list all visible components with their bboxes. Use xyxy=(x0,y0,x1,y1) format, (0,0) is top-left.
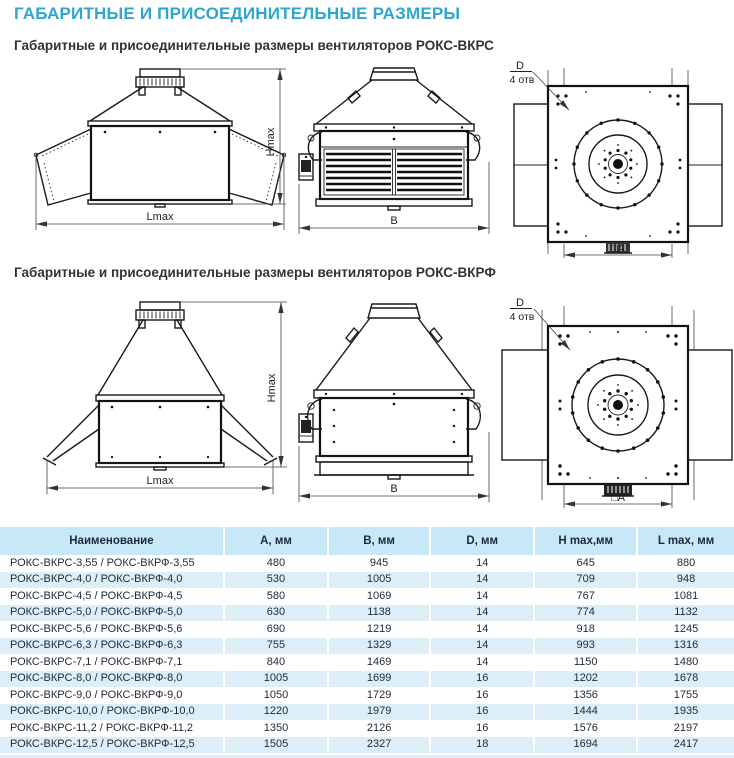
value-cell: 16 xyxy=(430,704,534,721)
table-row xyxy=(0,704,734,721)
value-cell: 2126 xyxy=(328,720,430,737)
model-name-cell: РОКС-ВКРС-9,0 / РОКС-ВКРФ-9,0 xyxy=(10,688,183,701)
value-cell: 945 xyxy=(328,555,430,572)
value-cell: 645 xyxy=(534,555,637,572)
value-cell: 755 xyxy=(224,638,328,655)
model-name-cell: РОКС-ВКРС-3,55 / РОКС-ВКРФ-3,55 xyxy=(10,556,195,569)
value-cell: 14 xyxy=(430,555,534,572)
column-header-name: Наименование xyxy=(0,527,224,555)
model-name-cell: РОКС-ВКРС-8,0 / РОКС-ВКРФ-8,0 xyxy=(10,672,183,684)
table-row xyxy=(0,671,734,688)
model-name-cell: РОКС-ВКРС-11,2 / РОКС-ВКРФ-11,2 xyxy=(10,721,193,734)
value-cell: 14 xyxy=(430,572,534,589)
model-name-cell: РОКС-ВКРС-7,1 / РОКС-ВКРФ-7,1 xyxy=(10,655,183,668)
value-cell: 880 xyxy=(637,555,734,572)
value-cell: 2327 xyxy=(328,737,430,754)
hmax-label: Hmax xyxy=(265,127,277,157)
a-label: □A xyxy=(611,243,625,255)
value-cell: 14 xyxy=(430,654,534,671)
value-cell: 1220 xyxy=(224,704,328,721)
value-cell: 1050 xyxy=(224,687,328,704)
value-cell: 630 xyxy=(224,605,328,622)
table-row xyxy=(0,638,734,655)
value-cell: 14 xyxy=(430,605,534,622)
value-cell: 1081 xyxy=(637,588,734,605)
vkrf-front-view-drawing xyxy=(10,298,295,512)
value-cell: 1219 xyxy=(328,621,430,638)
model-name-cell: РОКС-ВКРС-10,0 / РОКС-ВКРФ-10,0 xyxy=(10,705,195,717)
table-row xyxy=(0,572,734,589)
value-cell: 14 xyxy=(430,621,534,638)
b-label: B xyxy=(390,483,398,495)
value-cell: 1350 xyxy=(224,720,328,737)
value-cell: 1469 xyxy=(328,654,430,671)
table-row xyxy=(0,621,734,638)
table-row xyxy=(0,605,734,622)
value-cell: 1132 xyxy=(637,605,734,622)
value-cell: 16 xyxy=(430,720,534,737)
model-name-cell: РОКС-ВКРС-5,0 / РОКС-ВКРФ-5,0 xyxy=(10,606,183,618)
vkrs-front-view-drawing xyxy=(10,64,295,256)
value-cell: 1444 xyxy=(534,704,637,721)
value-cell: 480 xyxy=(224,555,328,572)
b-label: B xyxy=(390,215,398,227)
column-header-b: В, мм xyxy=(328,527,430,555)
value-cell: 18 xyxy=(430,737,534,754)
value-cell: 1005 xyxy=(224,671,328,688)
value-cell: 580 xyxy=(224,588,328,605)
value-cell: 690 xyxy=(224,621,328,638)
value-cell: 1202 xyxy=(534,671,637,688)
vkrs-top-view-drawing xyxy=(486,58,734,262)
table-row xyxy=(0,588,734,605)
value-cell: 2197 xyxy=(637,720,734,737)
holes-label: 4 отв xyxy=(509,311,535,323)
value-cell: 1755 xyxy=(637,687,734,704)
value-cell: 1935 xyxy=(637,704,734,721)
dimensions-table-wrap xyxy=(0,527,734,758)
value-cell: 1505 xyxy=(224,737,328,754)
section-title-vkrf: Габаритные и присоединительные размеры вентиляторов РОКС-ВКРФ xyxy=(14,265,496,280)
value-cell: 767 xyxy=(534,588,637,605)
vkrf-side-view-drawing xyxy=(296,298,492,512)
value-cell: 840 xyxy=(224,654,328,671)
value-cell: 918 xyxy=(534,621,637,638)
dimensions-table xyxy=(0,527,734,753)
table-row xyxy=(0,654,734,671)
value-cell: 1694 xyxy=(534,737,637,754)
model-name-cell: РОКС-ВКРС-12,5 / РОКС-ВКРФ-12,5 xyxy=(10,738,195,750)
value-cell: 1678 xyxy=(637,671,734,688)
value-cell: 2417 xyxy=(637,737,734,754)
value-cell: 530 xyxy=(224,572,328,589)
lmax-label: Lmax xyxy=(146,211,174,223)
value-cell: 16 xyxy=(430,687,534,704)
value-cell: 993 xyxy=(534,638,637,655)
lmax-label: Lmax xyxy=(146,475,174,487)
a-label: □A xyxy=(611,492,625,504)
d-label: D xyxy=(516,60,524,72)
value-cell: 1699 xyxy=(328,671,430,688)
column-header-d: D, мм xyxy=(430,527,534,555)
model-name-cell: РОКС-ВКРС-6,3 / РОКС-ВКРФ-6,3 xyxy=(10,639,183,651)
value-cell: 16 xyxy=(430,671,534,688)
holes-label: 4 отв xyxy=(509,74,535,86)
d-label: D xyxy=(516,297,524,309)
value-cell: 1480 xyxy=(637,654,734,671)
value-cell: 14 xyxy=(430,588,534,605)
column-header-lmax: L max, мм xyxy=(637,527,734,555)
model-name-cell: РОКС-ВКРС-4,0 / РОКС-ВКРФ-4,0 xyxy=(10,573,183,585)
value-cell: 14 xyxy=(430,638,534,655)
value-cell: 774 xyxy=(534,605,637,622)
value-cell: 1005 xyxy=(328,572,430,589)
value-cell: 1150 xyxy=(534,654,637,671)
impeller xyxy=(571,357,665,453)
value-cell: 1316 xyxy=(637,638,734,655)
table-row xyxy=(0,720,734,737)
value-cell: 709 xyxy=(534,572,637,589)
value-cell: 1329 xyxy=(328,638,430,655)
model-name-cell: РОКС-ВКРС-5,6 / РОКС-ВКРФ-5,6 xyxy=(10,622,183,635)
vkrs-side-view-drawing xyxy=(296,64,492,256)
value-cell: 1576 xyxy=(534,720,637,737)
value-cell: 1245 xyxy=(637,621,734,638)
value-cell: 1138 xyxy=(328,605,430,622)
value-cell: 1356 xyxy=(534,687,637,704)
hmax-label: Hmax xyxy=(266,373,278,403)
section-title-vkrs: Габаритные и присоединительные размеры вентиляторов РОКС-ВКРС xyxy=(14,38,494,53)
impeller xyxy=(572,118,663,209)
table-row xyxy=(0,687,734,704)
vkrf-top-view-drawing xyxy=(486,294,734,514)
value-cell: 948 xyxy=(637,572,734,589)
table-row xyxy=(0,737,734,754)
table-header-row xyxy=(0,527,734,555)
value-cell: 1979 xyxy=(328,704,430,721)
column-header-a: А, мм xyxy=(224,527,328,555)
page-title: ГАБАРИТНЫЕ И ПРИСОЕДИНИТЕЛЬНЫЕ РАЗМЕРЫ xyxy=(14,4,461,23)
model-name-cell: РОКС-ВКРС-4,5 / РОКС-ВКРФ-4,5 xyxy=(10,589,183,602)
value-cell: 1069 xyxy=(328,588,430,605)
value-cell: 1729 xyxy=(328,687,430,704)
column-header-hmax: Н max,мм xyxy=(534,527,637,555)
table-row xyxy=(0,555,734,572)
